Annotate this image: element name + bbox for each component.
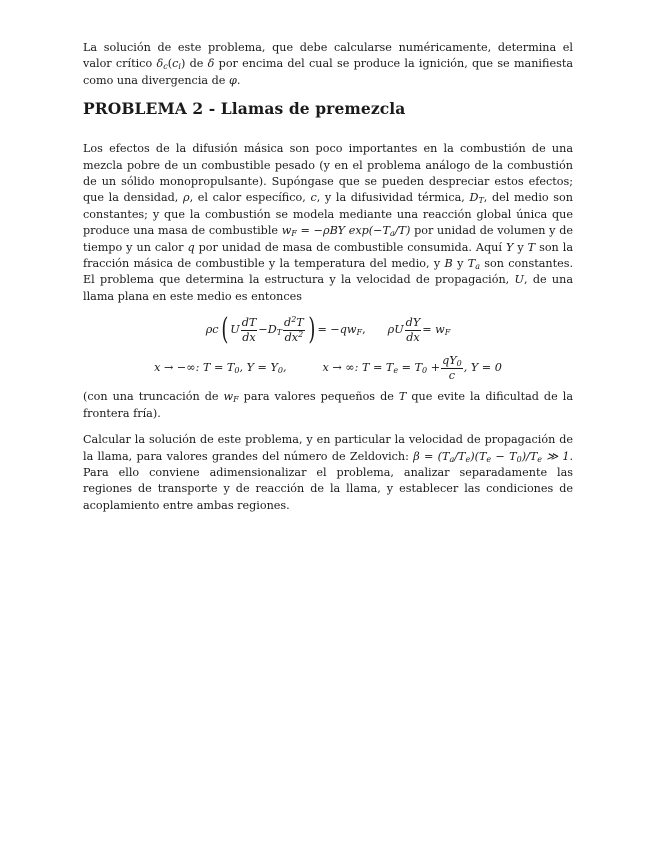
t-symbol-2: T [398, 390, 407, 404]
ta-symbol: $T_a$ [467, 257, 480, 272]
eq1-left-paren: ( [220, 312, 228, 348]
problem-title: PROBLEMA 2 - Llamas de premezcla [83, 99, 406, 119]
phi-symbol: φ [228, 73, 237, 87]
document-page [83, 40, 573, 514]
paren-close: ) [180, 57, 186, 71]
y-symbol: Y [505, 240, 514, 254]
equation-1 [83, 309, 573, 351]
c-symbol: c [310, 191, 317, 205]
p1-text-1: Los efectos de la difusión másica son poco importantes en la combustión de una mezcla pobre de un combustible pesado (y en el problema análogo de la combustión de un sólido monopropulsante). Supóngase que se pueden despreciar estos efectos; que la densidad, [83, 142, 573, 205]
intro-paragraph [83, 40, 573, 89]
b-symbol: B [444, 257, 453, 271]
eq1-rhs-2: = $w_F$ [422, 323, 451, 338]
eq2-left-condition: x → −∞: $T = T_0$, $Y = Y_0$, [154, 361, 287, 376]
p1-text-8: son la fracción másica de combustible y la temperatura del medio, y [83, 240, 573, 271]
eq1-dx-2: dx [406, 330, 420, 344]
dt-symbol: $D_T$ [469, 191, 484, 206]
intro-text-4: . [236, 73, 241, 87]
rho-symbol: ρ [182, 191, 190, 205]
p2-text-3: que evite la dificultad de la frontera fría). [83, 390, 573, 420]
p1-text-11: , de una llama plana en este medio es entonces [83, 273, 573, 303]
wf-symbol: $w_F$ [223, 390, 239, 405]
eq1-u: U [230, 323, 240, 337]
eq1-right-paren: ) [308, 312, 316, 348]
display-equations [83, 309, 573, 385]
eq2-qY0-c-fraction [441, 354, 463, 383]
eq2-right-condition: x → ∞: $T = T_e = T_0$ + [322, 361, 441, 376]
eq2-c: c [448, 368, 456, 382]
problem-paragraph-2 [83, 389, 573, 422]
u-symbol: U [514, 273, 524, 287]
p1-text-2: , el calor específico, [189, 191, 311, 205]
eq1-dT: dT [241, 315, 257, 329]
paren-open: ( [167, 57, 173, 71]
problem-paragraph-3 [83, 432, 573, 514]
spacer [83, 119, 573, 141]
eq1-dY: dY [405, 315, 421, 329]
eq1-dx2: $dx^2$ [284, 329, 304, 344]
delta-c-symbol: $\delta_c$ [156, 57, 168, 72]
rate-expression: $w_F = -\rho BY$ $\exp(-T_a/T)$ [281, 224, 411, 239]
eq1-rho-c: ρc [205, 323, 219, 337]
intro-text-1: La solución de este problema, que debe calcularse numéricamente, determina el valor crítico [83, 41, 573, 71]
eq1-d2T-dx2-fraction [283, 316, 305, 345]
zeldovich-expression: $\beta = (T_a/T_e)(T_e - T_0)/T_e$ ≫ 1 [413, 449, 570, 464]
eq2-y-zero: , Y = 0 [463, 361, 502, 375]
ci-symbol: $c_i$ [172, 57, 181, 72]
eq2-qY0: $qY_0$ [442, 353, 462, 368]
equation-2 [83, 351, 573, 385]
spacer [83, 422, 573, 432]
p3-text-1: Calcular la solución de este problema, y en particular la velocidad de propagación de la llama, para valores grandes del número de Zeldovich: [83, 433, 573, 463]
eq1-dY-dx-fraction [405, 316, 422, 345]
eq1-comma: , [362, 323, 366, 337]
p1-text-9: y [452, 257, 468, 271]
problem-paragraph-1 [83, 141, 573, 305]
p1-text-10: son constantes. El problema que determina la estructura y la velocidad de propagación, [83, 257, 574, 287]
p1-text-4: , del medio son constantes; y que la combustión se modela mediante una reacción global única que produce una masa de combustible [83, 191, 573, 238]
eq1-rho-u: ρU [387, 323, 404, 337]
p2-text-2: para valores pequeños de [238, 390, 399, 404]
p2-text-1: (con una truncación de [83, 390, 224, 404]
eq1-d2T: $d^2T$ [284, 314, 304, 329]
eq1-d-t: $D_T$ [267, 323, 283, 338]
t-symbol: T [527, 240, 536, 254]
delta-symbol: δ [207, 57, 215, 71]
eq1-dT-dx-fraction [241, 316, 258, 345]
p1-text-5: por unidad de volumen y de tiempo y un calor [83, 224, 573, 254]
p3-text-2: . Para ello conviene adimensionalizar el problema, analizar separadamente las regiones de transporte y de reacción de la llama, y establecer las condiciones de acoplamiento entre ambas regiones. [83, 449, 574, 512]
eq1-rhs: = $-qw_F$ [317, 323, 363, 338]
p1-text-7: y [513, 240, 528, 254]
eq1-minus: − [258, 323, 268, 337]
q-symbol: q [187, 240, 195, 254]
intro-text-2: de [185, 57, 208, 71]
p1-text-6: por unidad de masa de combustible consumida. Aquí [194, 240, 506, 254]
p1-text-3: , y la difusividad térmica, [316, 191, 470, 205]
eq1-dx: dx [242, 330, 256, 344]
intro-text-3: por encima del cual se produce la ignición, que se manifiesta como una divergencia de [83, 57, 574, 87]
